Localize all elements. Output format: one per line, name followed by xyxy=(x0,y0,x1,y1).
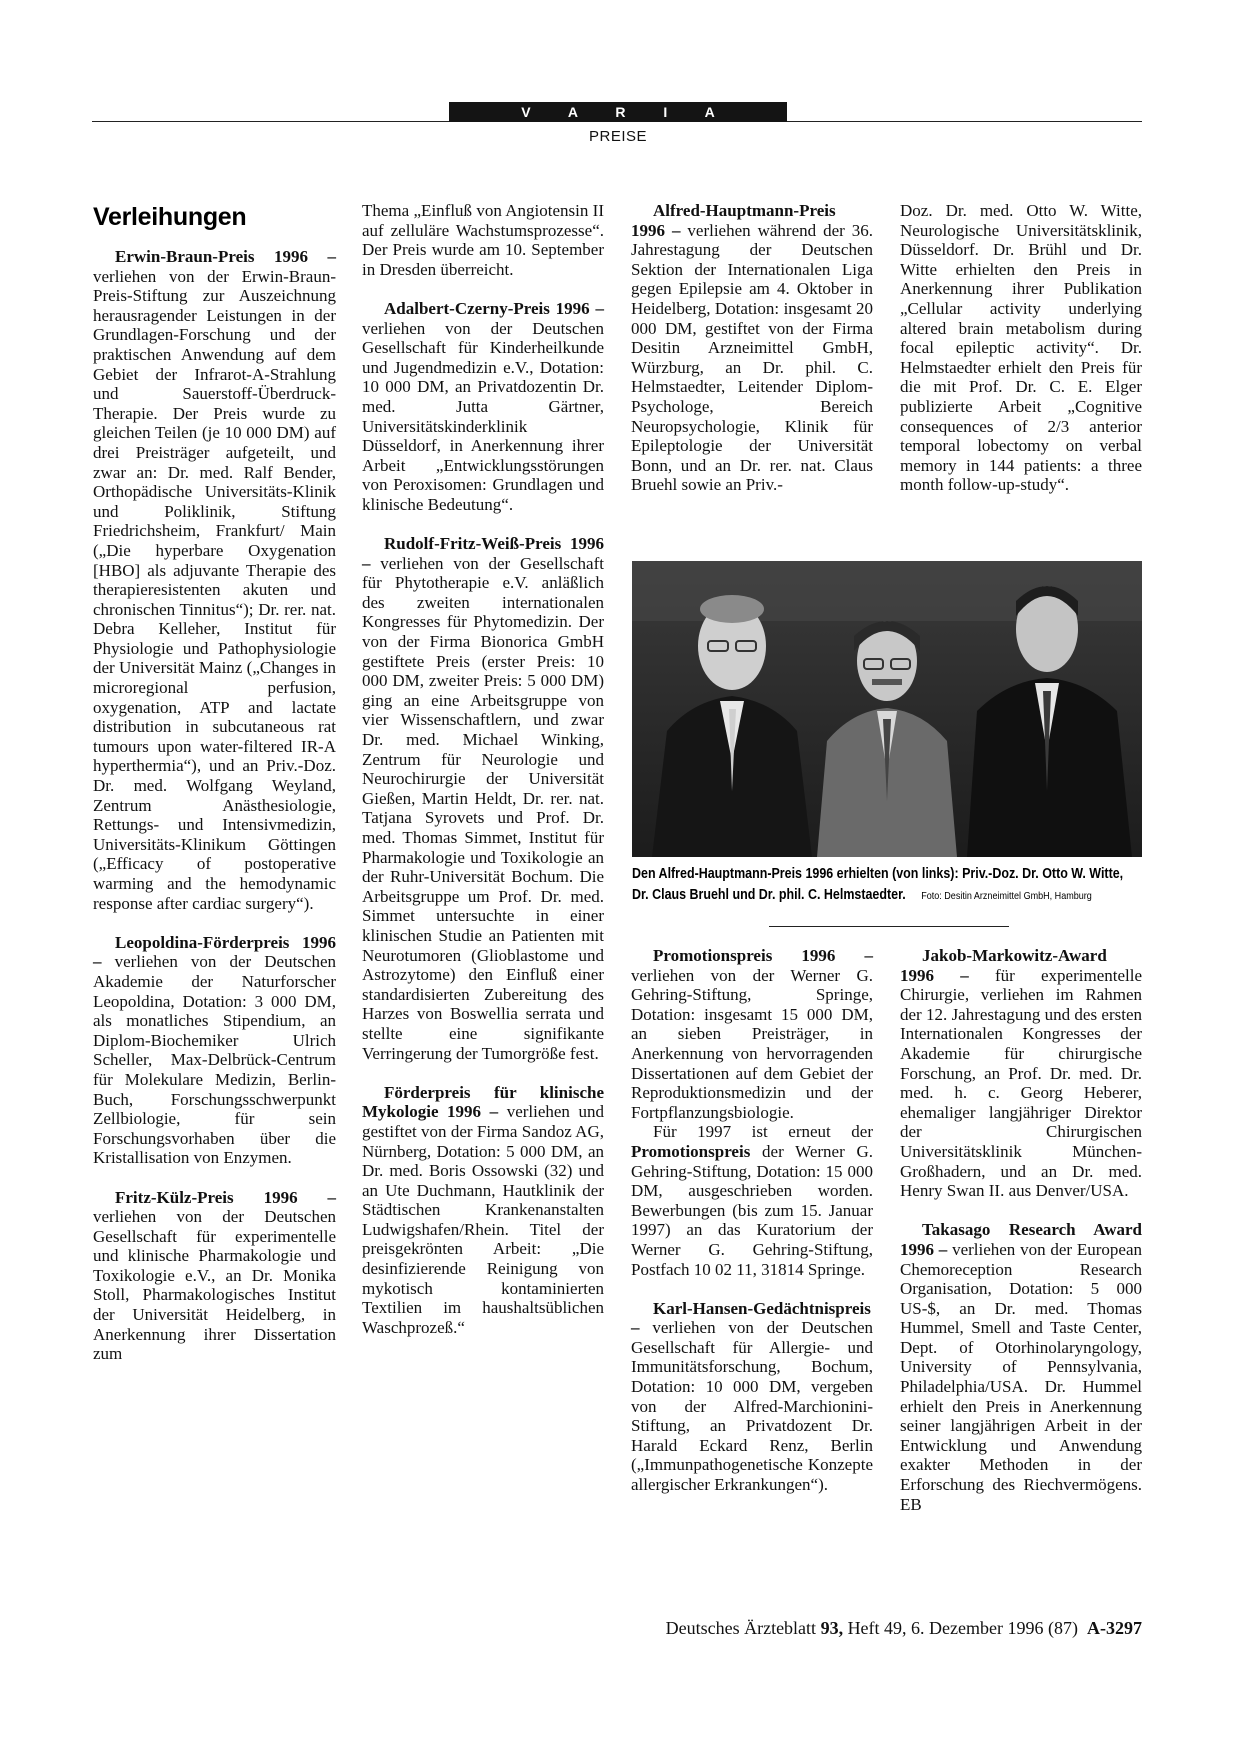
section-separator xyxy=(769,926,1009,927)
column-1: Erwin-Braun-Preis 1996 – verliehen von der Erwin-Braun-Preis-Stiftung zur Auszeichnung herausragender Leistungen in der Grundlagen-Forschung und der praktischen Anwendung auf dem Gebiet der Infrarot-A-Strahlung und Sauerstoff-Überdruck-Therapie. Der Preis wurde zu gleichen Teilen (je 10 000 DM) auf drei Preisträger aufgeteilt, und zwar an: Dr. med. Ralf Bender, Orthopädische Universitäts-Klinik und Poliklinik, Stiftung Friedrichsheim, Frankfurt/ Main („Die hyperbare Oxygenation [HBO] als adjuvante Therapie des therapieresistenten akuten und chronischen Tinnitus“); Dr. rer. nat. Debra Kelleher, Institut für Physiologie und Pathophysiologie der Universität Mainz („Changes in microregional perfusion, oxygenation, ATP and lactate distribution in subcutaneous rat tumours upon water-filtered IR-A hyperthermia“), und an Priv.-Doz. Dr. med. Wolfgang Weyland, Zentrum Anästhesiologie, Rettungs- und Intensivmedizin, Universitäts-Klinikum Göttingen („Efficacy of postoperative warming and the hemodynamic response after cardiac surgery“). Leopoldina-Förderpreis 1996 – verliehen von der Deutschen Akademie der Naturforscher Leopoldina, Dotation: 3 000 DM, als monatliches Stipendium, an Diplom-Biochemiker Ulrich Scheller, Max-Delbrück-Centrum für Molekulare Medizin, Berlin-Buch, Forschungsschwerpunkt Zellbiologie, für sein Forschungsvorhaben über die Kristallisation von Enzymen. Fritz-Külz-Preis 1996 – verliehen von der Deutschen Gesellschaft für experimentelle und klinische Pharmakologie und Toxikologie e.V., an Dr. Monika Stoll, Pharmakologisches Institut der Universität Heidelberg, in Anerkennung ihrer Dissertation zum xyxy=(93,247,336,1364)
journal-volume: 93, xyxy=(820,1618,844,1638)
caption-line-2-text: Dr. Claus Bruehl und Dr. phil. C. Helmstaedter. xyxy=(632,887,906,903)
caption-line-1: Den Alfred-Hauptmann-Preis 1996 erhielten (von links): Priv.-Doz. Dr. Otto W. Witte, xyxy=(632,866,1124,882)
caption-line-2 xyxy=(632,885,1092,907)
page-footer xyxy=(592,1618,1142,1639)
article-title: Verleihungen xyxy=(93,203,247,231)
photo-caption xyxy=(632,864,1124,907)
column-3: Alfred-Hauptmann-Preis 1996 – verliehen während der 36. Jahrestagung der Deutschen Sektion der Internationalen Liga gegen Epilepsie am 4. Oktober in Heidelberg, Dotation: insgesamt 20 000 DM, gestiftet von der Firma Desitin Arzneimittel GmbH, Würzburg, an Dr. phil. C. Helmstaedter, Leitender Diplom-Psychologe, Bereich Neuropsychologie, Klinik für Epileptologie der Universität Bonn, und an Dr. rer. nat. Claus Bruehl sowie an Priv.- xyxy=(631,201,873,495)
column-4: Doz. Dr. med. Otto W. Witte, Neurologische Universitätsklinik, Düsseldorf. Dr. Brühl und Dr. Witte erhielten den Preis in Anerkennung ihrer Publikation „Cellular activity underlying altered brain metabolism during focal epileptic activity“. Dr. Helmstaedter erhielt den Preis für die mit Prof. Dr. C. E. Elger publizierte Arbeit „Cognitive consequences of 2/3 anterior temporal lobectomy on verbal memory in 144 patients: a three month follow-up-study“. xyxy=(900,201,1142,495)
journal-name: Deutsches Ärzteblatt xyxy=(665,1618,817,1638)
page-number: A-3297 xyxy=(1087,1618,1142,1638)
column-3-lower: Promotionspreis 1996 – verliehen von der Werner G. Gehring-Stiftung, Springe, Dotation: insgesamt 15 000 DM, an sieben Preisträger, in Anerkennung von hervorragenden Dissertationen auf dem Gebiet der Reproduktionsmedizin und der Fortpflanzungsbiologie. Für 1997 ist erneut der Promotionspreis der Werner G. Gehring-Stiftung, Dotation: 15 000 DM, ausgeschrieben worden. Bewerbungen (bis zum 15. Januar 1997) an das Kuratorium der Werner G. Gehring-Stiftung, Postfach 10 02 11, 31814 Springe. Karl-Hansen-Gedächtnispreis – verliehen von der Deutschen Gesellschaft für Allergie- und Immunitätsforschung, Bochum, Dotation: 10 000 DM, vergeben von der Alfred-Marchionini-Stiftung, an Privatdozent Dr. Harald Eckard Renz, Berlin („Immunpathogenetische Konzepte allergischer Erkrankungen“). xyxy=(631,946,873,1495)
photo-illustration xyxy=(632,561,1142,857)
subsection-label: PREISE xyxy=(588,128,648,145)
column-2: Thema „Einfluß von Angiotensin II auf zelluläre Wachstumsprozesse“. Der Preis wurde am 10. September in Dresden überreicht. Adalbert-Czerny-Preis 1996 – verliehen von der Deutschen Gesellschaft für Kinderheilkunde und Jugendmedizin e.V., Dotation: 10 000 DM, an Privatdozentin Dr. med. Jutta Gärtner, Universitätskinderklinik Düsseldorf, in Anerkennung ihrer Arbeit „Entwicklungsstörungen von Peroxisomen: Grundlagen und klinische Bedeutung“. Rudolf-Fritz-Weiß-Preis 1996 – verliehen von der Gesellschaft für Phytotherapie e.V. anläßlich des zweiten internationalen Kongresses für Phytomedizin. Der von der Firma Bionorica GmbH gestiftete Preis (erster Preis: 10 000 DM, zweiter Preis: 5 000 DM) ging an eine Arbeitsgruppe von vier Wissenschaftlern, und zwar Dr. med. Michael Winking, Zentrum für Neurologie und Neurochirurgie der Universität Gießen, Martin Heldt, Dr. rer. nat. Tatjana Syrovets und Prof. Dr. med. Thomas Simmet, Institut für Pharmakologie und Toxikologie an der Ruhr-Universität Bochum. Die Arbeitsgruppe um Prof. Dr. med. Simmet untersuchte in einer klinischen Studie an Patienten mit Neurotumoren (Glioblastome und Astrozytome) den Einfluß einer standardisierten Zubereitung des Harzes von Boswellia serrata und stellte eine signifikante Verringerung der Tumorgröße fest. Förderpreis für klinische Mykologie 1996 – verliehen und gestiftet von der Firma Sandoz AG, Nürnberg, Dotation: 5 000 DM, an Dr. med. Boris Ossowski (32) und an Ute Duchmann, Hautklinik der Städtischen Krankenanstalten Ludwigshafen/Rhein. Titel der preisgekrönten Arbeit: „Die desinfizierende Reinigung von mykotisch kontaminierten Textilien im haushaltsüblichen Waschprozeß.“ xyxy=(362,201,604,1337)
column-4-lower: Jakob-Markowitz-Award 1996 – für experimentelle Chirurgie, verliehen im Rahmen der 12. Jahrestagung und des ersten Internationalen Kongresses der Akademie für chirurgische Forschung, an Prof. Dr. med. Dr. med. h. c. Georg Heberer, ehemaliger langjähriger Direktor der Chirurgischen Universitätsklinik München-Großhadern, und an Dr. med. Henry Swan II. aus Denver/USA. Takasago Research Award 1996 – verliehen von der European Chemoreception Research Organisation, Dotation: 5 000 US-$, an Dr. med. Thomas Hummel, Smell and Taste Center, Dept. of Otorhinolaryngology, University of Pennsylvania, Philadelphia/USA. Dr. Hummel erhielt den Preis in Anerkennung seiner langjährigen Arbeit in der Entwicklung und Anwendung exakter Methoden in der Erforschung des Riechvermögens. EB xyxy=(900,946,1143,1514)
award-photo xyxy=(632,561,1142,857)
section-label: V A R I A xyxy=(449,102,787,122)
photo-credit: Foto: Desitin Arzneimittel GmbH, Hamburg xyxy=(921,890,1092,902)
journal-issue: Heft 49, 6. Dezember 1996 (87) xyxy=(847,1618,1078,1638)
